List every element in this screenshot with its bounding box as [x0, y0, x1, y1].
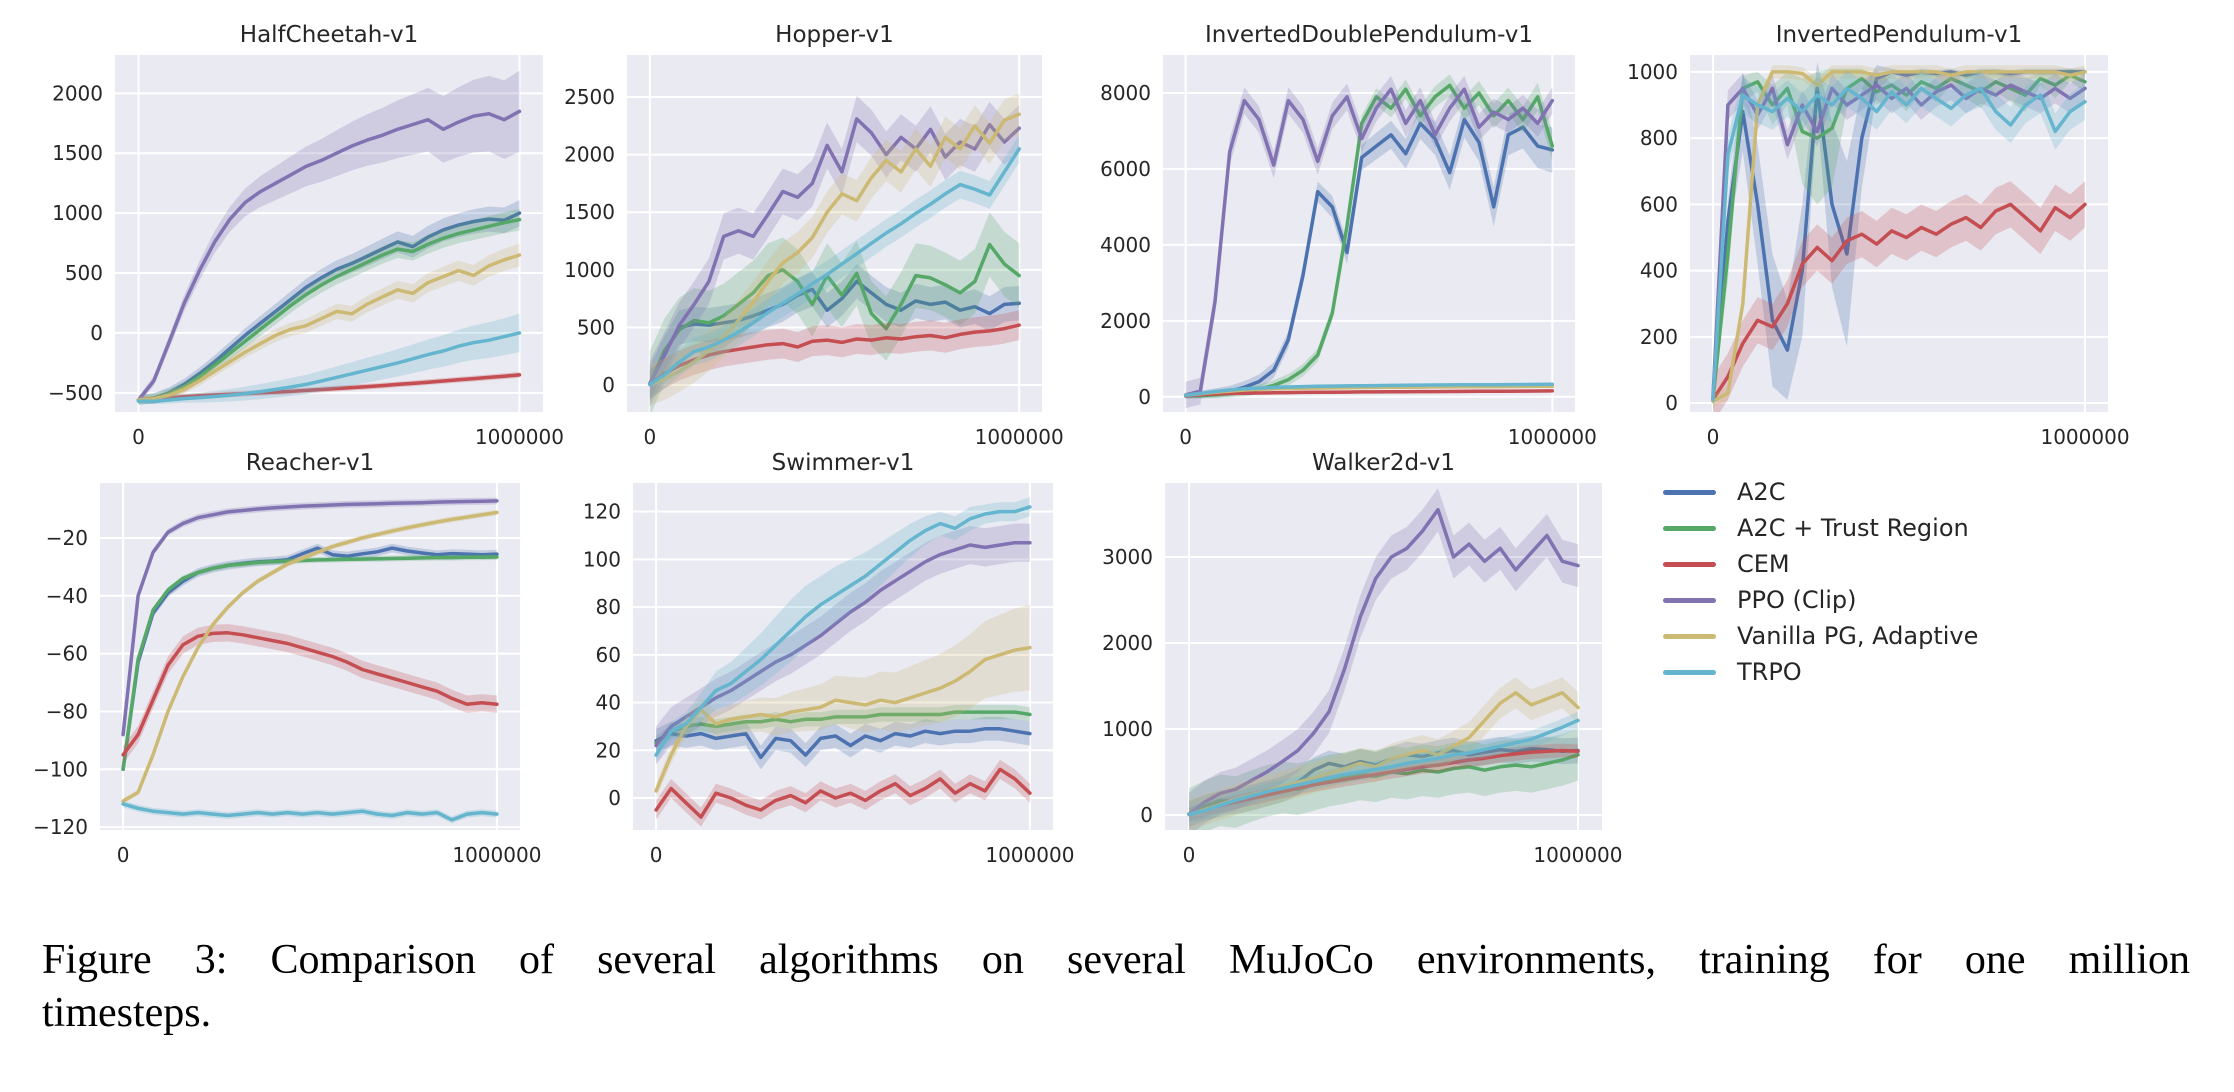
y-tick-label: 2000 [1100, 308, 1151, 333]
y-tick-label: 0 [1138, 384, 1151, 409]
y-tick-label: 0 [608, 786, 621, 811]
legend-swatch [1663, 598, 1716, 603]
y-tick-label: 4000 [1100, 232, 1151, 257]
y-tick-label: 1000 [1102, 716, 1153, 741]
legend-swatch [1663, 490, 1716, 495]
legend-item-trpo [1663, 654, 1978, 690]
legend-item-ppo-clip- [1663, 582, 1978, 618]
chart-hopper-v1 [564, 22, 1064, 449]
legend-item-label: TRPO [1737, 658, 1802, 686]
x-tick-label: 1000000 [974, 425, 1064, 449]
legend-item-label: Vanilla PG, Adaptive [1737, 622, 1979, 650]
legend-item-a2c [1663, 474, 1978, 510]
x-tick-label: 1000000 [1533, 843, 1623, 867]
y-tick-label: −60 [45, 641, 88, 666]
y-tick-label: −40 [45, 583, 88, 608]
chart-walker2d-v1 [1102, 450, 1622, 867]
legend-swatch [1663, 634, 1716, 639]
legend [1663, 474, 1978, 690]
y-tick-label: 0 [1665, 391, 1678, 416]
y-tick-label: −100 [33, 757, 88, 782]
y-tick-label: 800 [1639, 126, 1678, 151]
figure-caption [42, 934, 2190, 1040]
y-tick-label: 2000 [564, 142, 615, 167]
y-tick-label: 2000 [1102, 630, 1153, 655]
y-tick-label: 8000 [1100, 80, 1151, 105]
x-tick-label: 0 [643, 425, 657, 449]
x-tick-label: 0 [1182, 843, 1196, 867]
legend-swatch [1663, 670, 1716, 675]
y-tick-label: −120 [33, 815, 88, 840]
chart-reacher-v1 [33, 450, 541, 867]
legend-item-label: A2C + Trust Region [1737, 514, 1969, 542]
y-tick-label: 60 [595, 642, 621, 667]
x-tick-label: 0 [132, 425, 145, 449]
x-tick-label: 1000000 [474, 425, 564, 449]
legend-item-label: PPO (Clip) [1737, 586, 1857, 614]
y-tick-label: 1500 [52, 141, 103, 166]
y-tick-label: 20 [595, 738, 621, 763]
y-tick-label: 0 [90, 320, 103, 345]
y-tick-label: 600 [1639, 192, 1678, 217]
y-tick-label: 1500 [564, 200, 615, 225]
legend-item-label: CEM [1737, 550, 1790, 578]
legend-item-vanilla-pg-adaptive [1663, 618, 1978, 654]
legend-item-label: A2C [1737, 478, 1786, 506]
y-tick-label: 500 [576, 315, 615, 340]
y-tick-label: 3000 [1102, 544, 1153, 569]
y-tick-label: 500 [64, 261, 103, 286]
y-tick-label: 0 [1140, 802, 1153, 827]
x-tick-label: 1000000 [1507, 425, 1597, 449]
chart-title: InvertedPendulum-v1 [1775, 22, 2023, 48]
chart-title: Reacher-v1 [245, 450, 375, 476]
x-tick-label: 1000000 [2040, 425, 2130, 449]
chart-title: HalfCheetah-v1 [239, 22, 419, 48]
y-tick-label: 1000 [52, 201, 103, 226]
y-tick-label: 100 [582, 547, 621, 572]
x-tick-label: 0 [649, 843, 663, 867]
x-tick-label: 0 [1179, 425, 1193, 449]
chart-title: Swimmer-v1 [771, 450, 915, 476]
x-tick-label: 1000000 [985, 843, 1075, 867]
y-tick-label: 1000 [1627, 59, 1678, 84]
caption-line-1: Figure 3: Comparison of several algorithms on several MuJoCo environments, training for one million [42, 937, 2190, 983]
y-tick-label: 200 [1639, 324, 1678, 349]
chart-title: InvertedDoublePendulum-v1 [1204, 22, 1534, 48]
y-tick-label: 1000 [564, 257, 615, 282]
chart-title: Hopper-v1 [775, 22, 894, 48]
legend-item-cem [1663, 546, 1978, 582]
chart-swimmer-v1 [583, 450, 1075, 867]
y-tick-label: 400 [1639, 258, 1678, 283]
legend-swatch [1663, 526, 1716, 531]
legend-item-a2c-trust-region [1663, 510, 1978, 546]
x-tick-label: 0 [1706, 425, 1720, 449]
x-tick-label: 0 [116, 843, 130, 867]
y-tick-label: 2000 [52, 81, 103, 106]
x-tick-label: 1000000 [452, 843, 542, 867]
y-tick-label: 80 [595, 595, 621, 620]
y-tick-label: −80 [45, 699, 88, 724]
chart-title: Walker2d-v1 [1311, 450, 1456, 476]
y-tick-label: 2500 [564, 85, 615, 110]
chart-halfcheetah-v1 [48, 22, 564, 449]
caption-line-2: timesteps. [42, 990, 212, 1036]
y-tick-label: 40 [595, 690, 621, 715]
y-tick-label: 6000 [1100, 156, 1151, 181]
y-tick-label: −20 [45, 525, 88, 550]
legend-swatch [1663, 562, 1716, 567]
y-tick-label: 120 [582, 499, 621, 524]
y-tick-label: −500 [48, 380, 103, 405]
chart-invertedpendulum-v1 [1627, 22, 2129, 449]
y-tick-label: 0 [602, 373, 615, 398]
chart-inverteddoublependulum-v1 [1100, 22, 1597, 449]
